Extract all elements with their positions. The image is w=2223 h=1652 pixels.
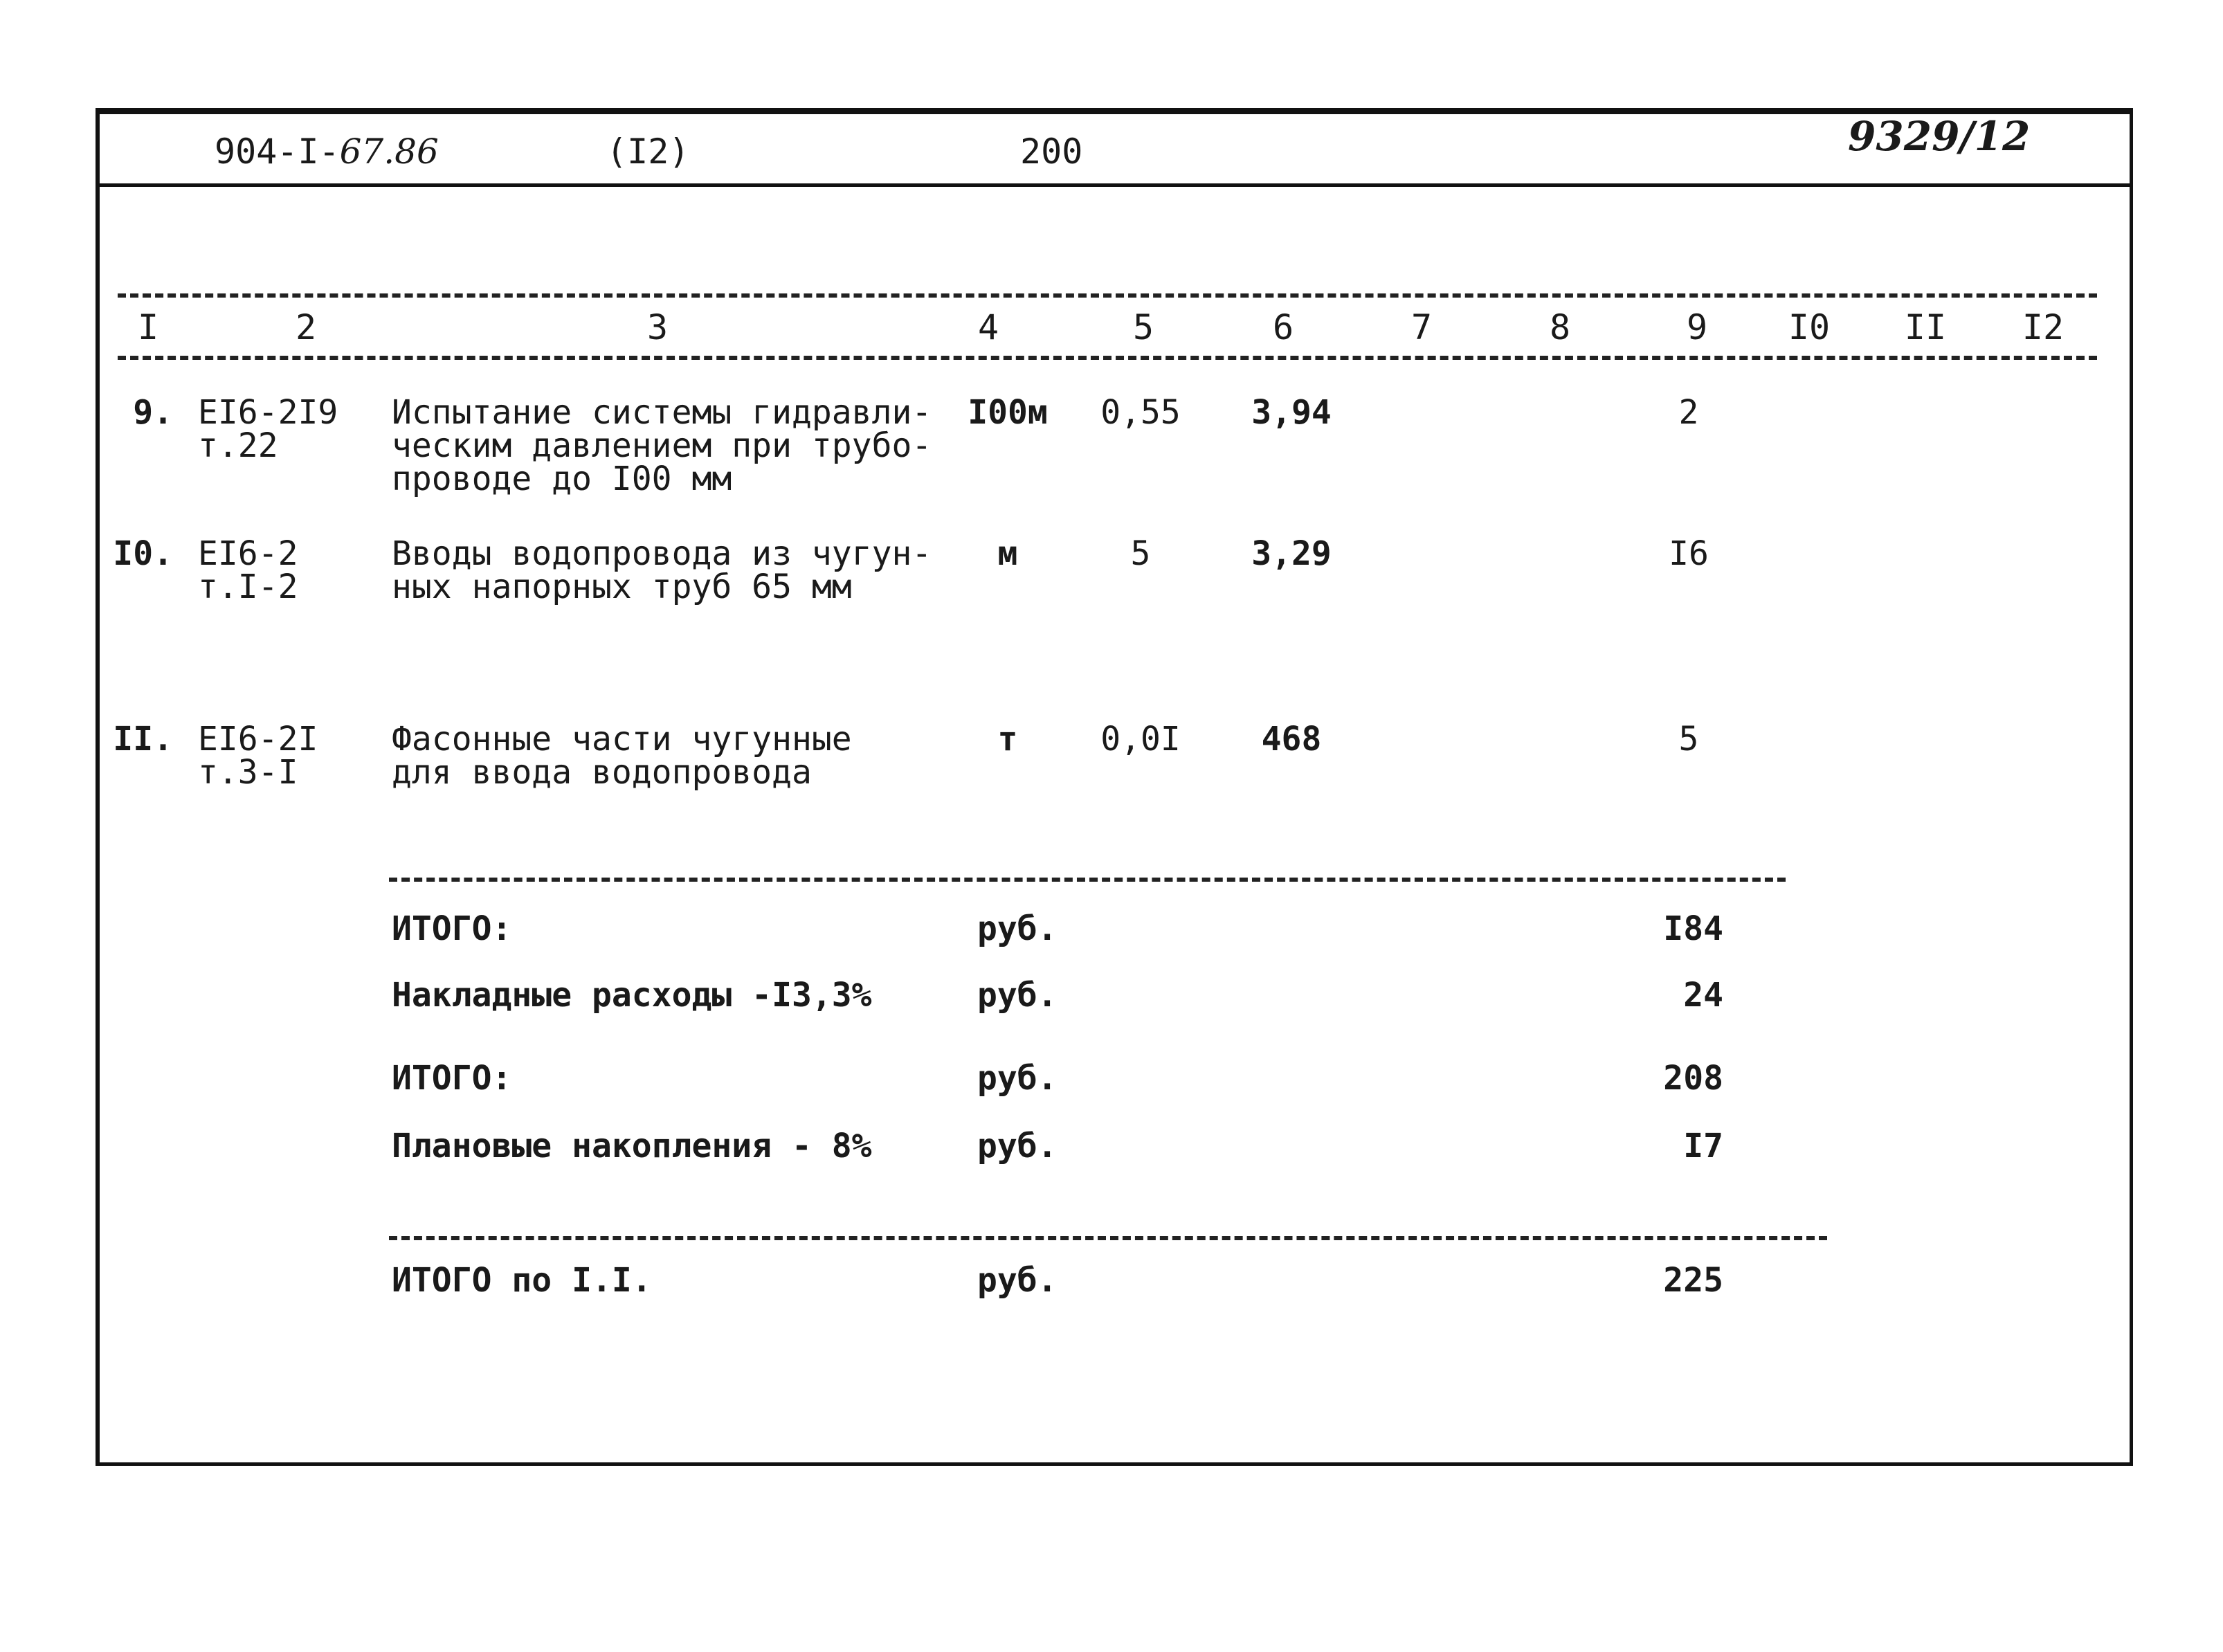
item-quantity: 0,55 (1100, 393, 1181, 432)
item-total: 5 (1678, 720, 1699, 759)
column-number: I (137, 307, 159, 347)
summary-unit: руб. (977, 1127, 1058, 1165)
item-unit: I00м (968, 393, 1048, 432)
item-norm-code: EI6-2 (198, 534, 298, 573)
item-description: ческим давлением при трубо- (392, 426, 932, 465)
item-unit-price: 3,94 (1251, 393, 1332, 432)
item-unit: т (997, 720, 1018, 759)
summary-unit: руб. (977, 976, 1058, 1015)
item-norm-code: т.22 (198, 426, 278, 465)
summary-label: Накладные расходы -I3,3% (392, 976, 872, 1015)
summary-unit: руб. (977, 909, 1058, 948)
column-number: 3 (646, 307, 669, 347)
grand-total-label: ИТОГО по I.I. (392, 1261, 652, 1300)
item-norm-code: т.3-I (198, 753, 298, 792)
summary-unit: руб. (977, 1059, 1058, 1098)
summary-label: ИТОГО: (392, 909, 512, 948)
column-header-top-rule (118, 293, 2097, 298)
item-unit: м (997, 534, 1018, 573)
item-number: I0. (113, 534, 173, 573)
column-number: 5 (1132, 307, 1154, 347)
item-total: I6 (1669, 534, 1709, 573)
column-number: 6 (1272, 307, 1294, 347)
column-number: 9 (1686, 307, 1708, 347)
item-norm-code: EI6-2I9 (198, 393, 338, 432)
header-divider (96, 183, 2133, 187)
item-number: 9. (133, 393, 173, 432)
column-number: 2 (295, 307, 317, 347)
item-norm-code: т.I-2 (198, 568, 298, 606)
item-total: 2 (1678, 393, 1699, 432)
doc-code: 904-I-67.86 (215, 131, 439, 172)
item-description: ных напорных труб 65 мм (392, 568, 852, 606)
column-header-bottom-rule (118, 356, 2097, 360)
item-description: для ввода водопровода (392, 753, 812, 792)
column-number: I0 (1788, 307, 1831, 347)
item-description: Вводы водопровода из чугун- (392, 534, 932, 573)
column-number: 4 (977, 307, 999, 347)
archive-number: 9329/12 (1848, 113, 2031, 160)
item-description: Фасонные части чугунные (392, 720, 852, 759)
item-quantity: 5 (1130, 534, 1151, 573)
summary-value: 208 (1663, 1059, 1723, 1098)
grand-total-value: 225 (1663, 1261, 1723, 1300)
item-description: проводе до I00 мм (392, 460, 732, 498)
item-unit-price: 468 (1261, 720, 1322, 759)
item-norm-code: EI6-2I (198, 720, 318, 759)
summary-value: I7 (1683, 1127, 1723, 1165)
item-quantity: 0,0I (1100, 720, 1181, 759)
column-number: I2 (2022, 307, 2065, 347)
item-number: II. (113, 720, 173, 759)
summary-top-rule (389, 878, 1786, 882)
summary-label: ИТОГО: (392, 1059, 512, 1098)
grand-total-rule (389, 1236, 1827, 1240)
grand-total-unit: руб. (977, 1261, 1058, 1300)
summary-label: Плановые накопления - 8% (392, 1127, 872, 1165)
summary-value: I84 (1663, 909, 1723, 948)
column-number: 8 (1549, 307, 1571, 347)
column-number: II (1904, 307, 1947, 347)
column-number: 7 (1410, 307, 1433, 347)
page-number: 200 (1020, 131, 1083, 172)
item-description: Испытание системы гидравли- (392, 393, 932, 432)
summary-value: 24 (1683, 976, 1723, 1015)
sheet-ref: (I2) (606, 131, 690, 172)
item-unit-price: 3,29 (1251, 534, 1332, 573)
